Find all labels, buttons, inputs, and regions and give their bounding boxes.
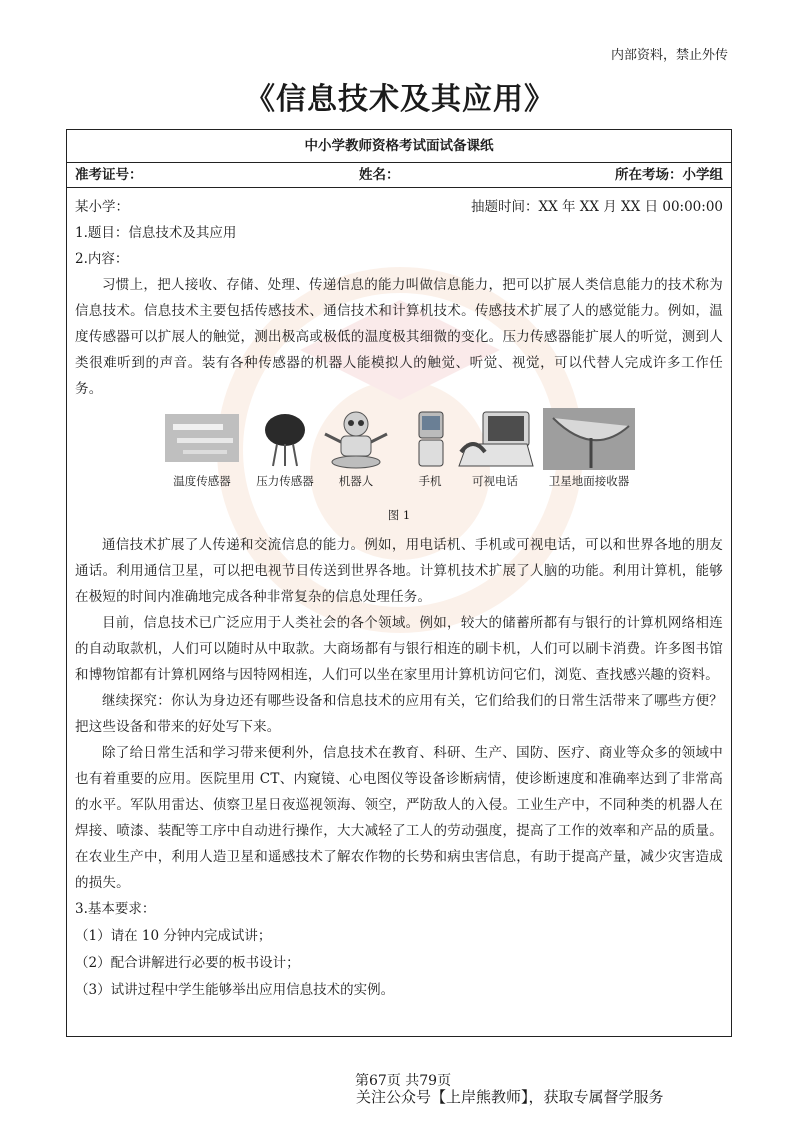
candidate-info-row xyxy=(67,163,731,188)
video-phone-image xyxy=(453,408,537,470)
figure-label: 手机 xyxy=(418,474,442,488)
temperature-sensor-image xyxy=(163,408,241,468)
figure-label: 可视电话 xyxy=(472,474,518,488)
page-title: 《信息技术及其应用》 xyxy=(245,82,555,117)
requirement-item: （3）试讲过程中学生能够举出应用信息技术的实例。 xyxy=(75,982,395,998)
paragraph: 目前，信息技术已广泛应用于人类社会的各个领域。例如，较大的储蓄所都有与银行的计算机网络相连的自动取款机，人们可以随时从中取款。大商场都有与银行相连的刷卡机，人们可以刷卡消费。许多图书馆和博物馆都有计算机网络与因特网相连，人们可以坐在家里用计算机访问它们，浏览、查找感兴趣的资料。 xyxy=(75,615,723,683)
figure-item xyxy=(317,408,395,488)
figure-label: 压力传感器 xyxy=(256,474,314,488)
figure-item xyxy=(255,408,315,488)
pressure-sensor-image xyxy=(255,408,315,468)
follow-note: 关注公众号【上岸熊教师】，获取专属督学服务 xyxy=(356,1088,664,1106)
mobile-phone-image xyxy=(405,408,455,470)
figure-item xyxy=(405,408,455,488)
satellite-dish-image xyxy=(543,408,635,470)
school-label: 某小学： xyxy=(75,199,129,215)
figure-1 xyxy=(75,408,723,532)
figure-item xyxy=(163,408,241,488)
paragraph: 习惯上，把人接收、存储、处理、传递信息的能力叫做信息能力，把可以扩展人类信息能力的技术称为信息技术。信息技术主要包括传感技术、通信技术和计算机技术。传感技术扩展了人的感觉能力。例如，温度传感器可以扩展人的触觉，测出极高或极低的温度极其细微的变化。压力传感器能扩展人的听觉，测到人类很难听到的声音。装有各种传感器的机器人能模拟人的触觉、听觉、视觉，可以代替人完成许多工作任务。 xyxy=(75,277,723,397)
topic-line: 1.题目：信息技术及其应用 xyxy=(75,225,237,241)
school-row xyxy=(75,194,723,220)
admission-number-label: 准考证号： xyxy=(75,167,143,183)
requirement-item: （2）配合讲解进行必要的板书设计； xyxy=(75,955,300,971)
lesson-prep-sheet xyxy=(66,129,732,1037)
draw-time: 抽题时间：XX 年 XX 月 XX 日 00:00:00 xyxy=(470,199,723,215)
sheet-content xyxy=(67,188,731,1004)
exam-site-label: 所在考场：小学组 xyxy=(615,167,723,183)
sheet-title: 中小学教师资格考试面试备课纸 xyxy=(67,130,731,163)
figure-item xyxy=(453,408,537,488)
paragraph: 除了给日常生活和学习带来便利外，信息技术在教育、科研、生产、国防、医疗、商业等众多的领域中也有着重要的应用。医院里用 CT、内窥镜、心电图仪等设备诊断病情，使诊断速度和准确率达到了非常高的水平。军队用雷达、侦察卫星日夜巡视领海、领空，严防敌人的入侵。工业生产中，不同种类的机器人在焊接、喷漆、装配等工序中自动进行操作，大大减轻了工人的劳动强度，提高了工作的效率和产品的质量。在农业生产中，利用人造卫星和遥感技术了解农作物的长势和病虫害信息，有助于提高产量，减少灾害造成的损失。 xyxy=(75,745,723,891)
figure-label: 卫星地面接收器 xyxy=(548,474,630,488)
paragraph: 继续探究：你认为身边还有哪些设备和信息技术的应用有关，它们给我们的日常生活带来了哪些方便？把这些设备和带来的好处写下来。 xyxy=(75,693,723,735)
figure-item xyxy=(543,408,635,488)
content-label: 2.内容： xyxy=(75,251,129,267)
requirement-item: （1）请在 10 分钟内完成试讲； xyxy=(75,928,272,944)
requirements-label: 3.基本要求： xyxy=(75,901,156,917)
figure-caption: 图 1 xyxy=(387,508,411,522)
name-label: 姓名： xyxy=(359,167,400,183)
paragraph: 通信技术扩展了人传递和交流信息的能力。例如，用电话机、手机或可视电话，可以和世界各地的朋友通话。利用通信卫星，可以把电视节目传送到世界各地。计算机技术扩展了人脑的功能。利用计算机，能够在极短的时间内准确地完成各种非常复杂的信息处理任务。 xyxy=(75,537,723,605)
figure-label: 温度传感器 xyxy=(173,474,231,488)
figure-label: 机器人 xyxy=(338,474,374,488)
page-number: 第67页 共79页 xyxy=(355,1073,452,1089)
confidential-note: 内部资料，禁止外传 xyxy=(610,48,728,63)
robot-image xyxy=(317,408,395,470)
